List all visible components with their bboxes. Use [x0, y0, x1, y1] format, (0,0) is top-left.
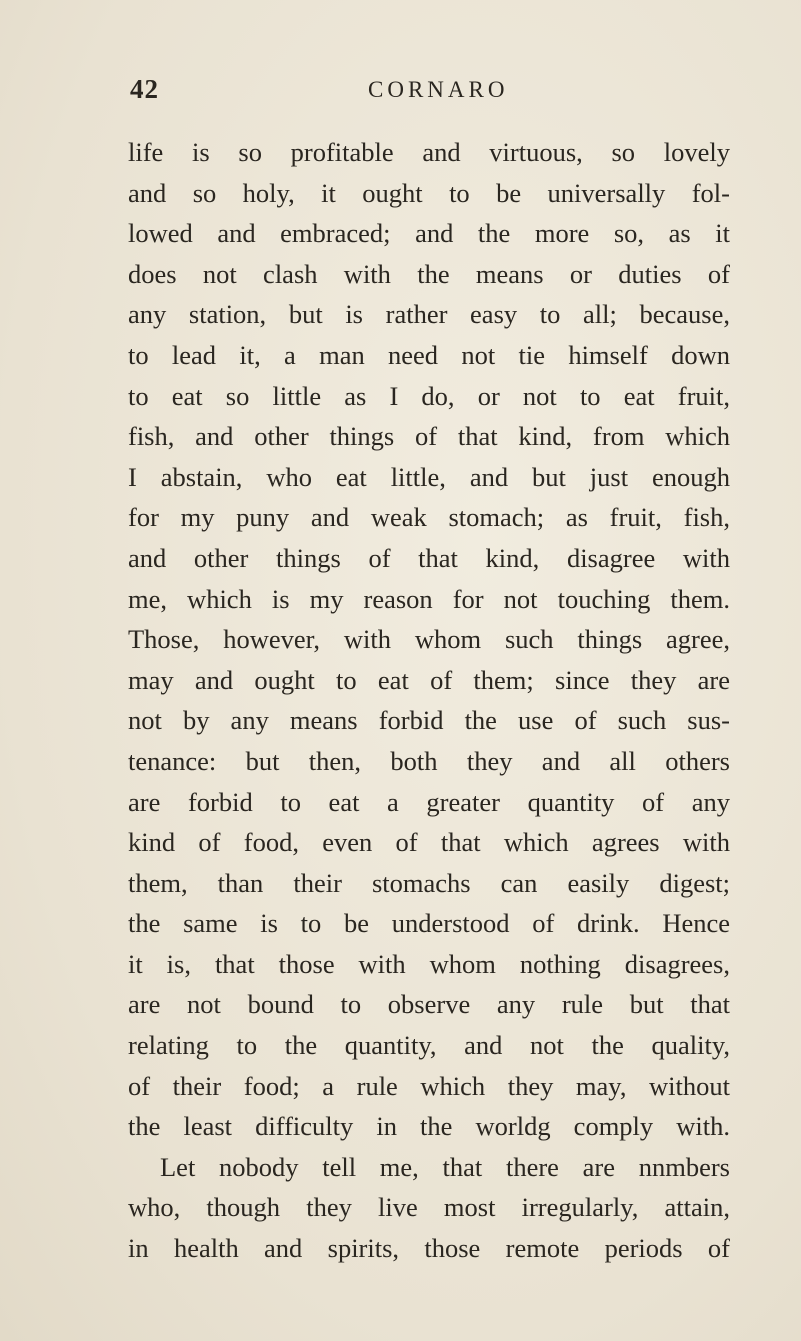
text-line: them, than their stomachs can easily digest; — [128, 867, 730, 898]
text-line: Those, however, with whom such things agree, — [128, 624, 730, 655]
text-line: are forbid to eat a greater quantity of any — [128, 786, 730, 817]
text-line: of their food; a rule which they may, without — [128, 1070, 730, 1101]
text-line: life is so profitable and virtuous, so lovely — [128, 137, 730, 167]
body-text — [128, 132, 730, 1269]
text-line: are not bound to observe any rule but that — [128, 989, 730, 1020]
text-line: not by any means forbid the use of such sus- — [128, 705, 730, 736]
text-line: me, which is my reason for not touching them. — [128, 583, 730, 614]
text-line: to eat so little as I do, or not to eat fruit, — [128, 380, 730, 411]
page-number: 42 — [130, 74, 159, 104]
running-title: CORNARO — [368, 77, 509, 102]
text-line: and so holy, it ought to be universally fol- — [128, 177, 730, 208]
text-line: to lead it, a man need not tie himself down — [128, 339, 730, 370]
text-line: I abstain, who eat little, and but just enough — [128, 461, 730, 492]
paragraph-start-line: Let nobody tell me, that there are nnmbers — [160, 1151, 730, 1182]
text-line: the least difficulty in the worldg comply with. — [128, 1111, 730, 1142]
text-line: relating to the quantity, and not the quality, — [128, 1030, 730, 1061]
text-line: in health and spirits, those remote periods of — [128, 1233, 730, 1264]
text-line: who, though they live most irregularly, attain, — [128, 1192, 730, 1223]
text-line: does not clash with the means or duties of — [128, 258, 730, 289]
text-line: lowed and embraced; and the more so, as it — [128, 218, 730, 249]
text-line: for my puny and weak stomach; as fruit, fish, — [128, 502, 730, 533]
text-line: it is, that those with whom nothing disagrees, — [128, 948, 730, 979]
text-line: may and ought to eat of them; since they are — [128, 664, 730, 695]
text-line: tenance: but then, both they and all others — [128, 745, 730, 776]
running-head — [0, 74, 801, 114]
text-line: the same is to be understood of drink. Hence — [128, 908, 730, 939]
text-line: fish, and other things of that kind, from which — [128, 421, 730, 452]
text-line: and other things of that kind, disagree with — [128, 542, 730, 573]
text-line: any station, but is rather easy to all; because, — [128, 299, 730, 330]
text-line: kind of food, even of that which agrees with — [128, 827, 730, 858]
